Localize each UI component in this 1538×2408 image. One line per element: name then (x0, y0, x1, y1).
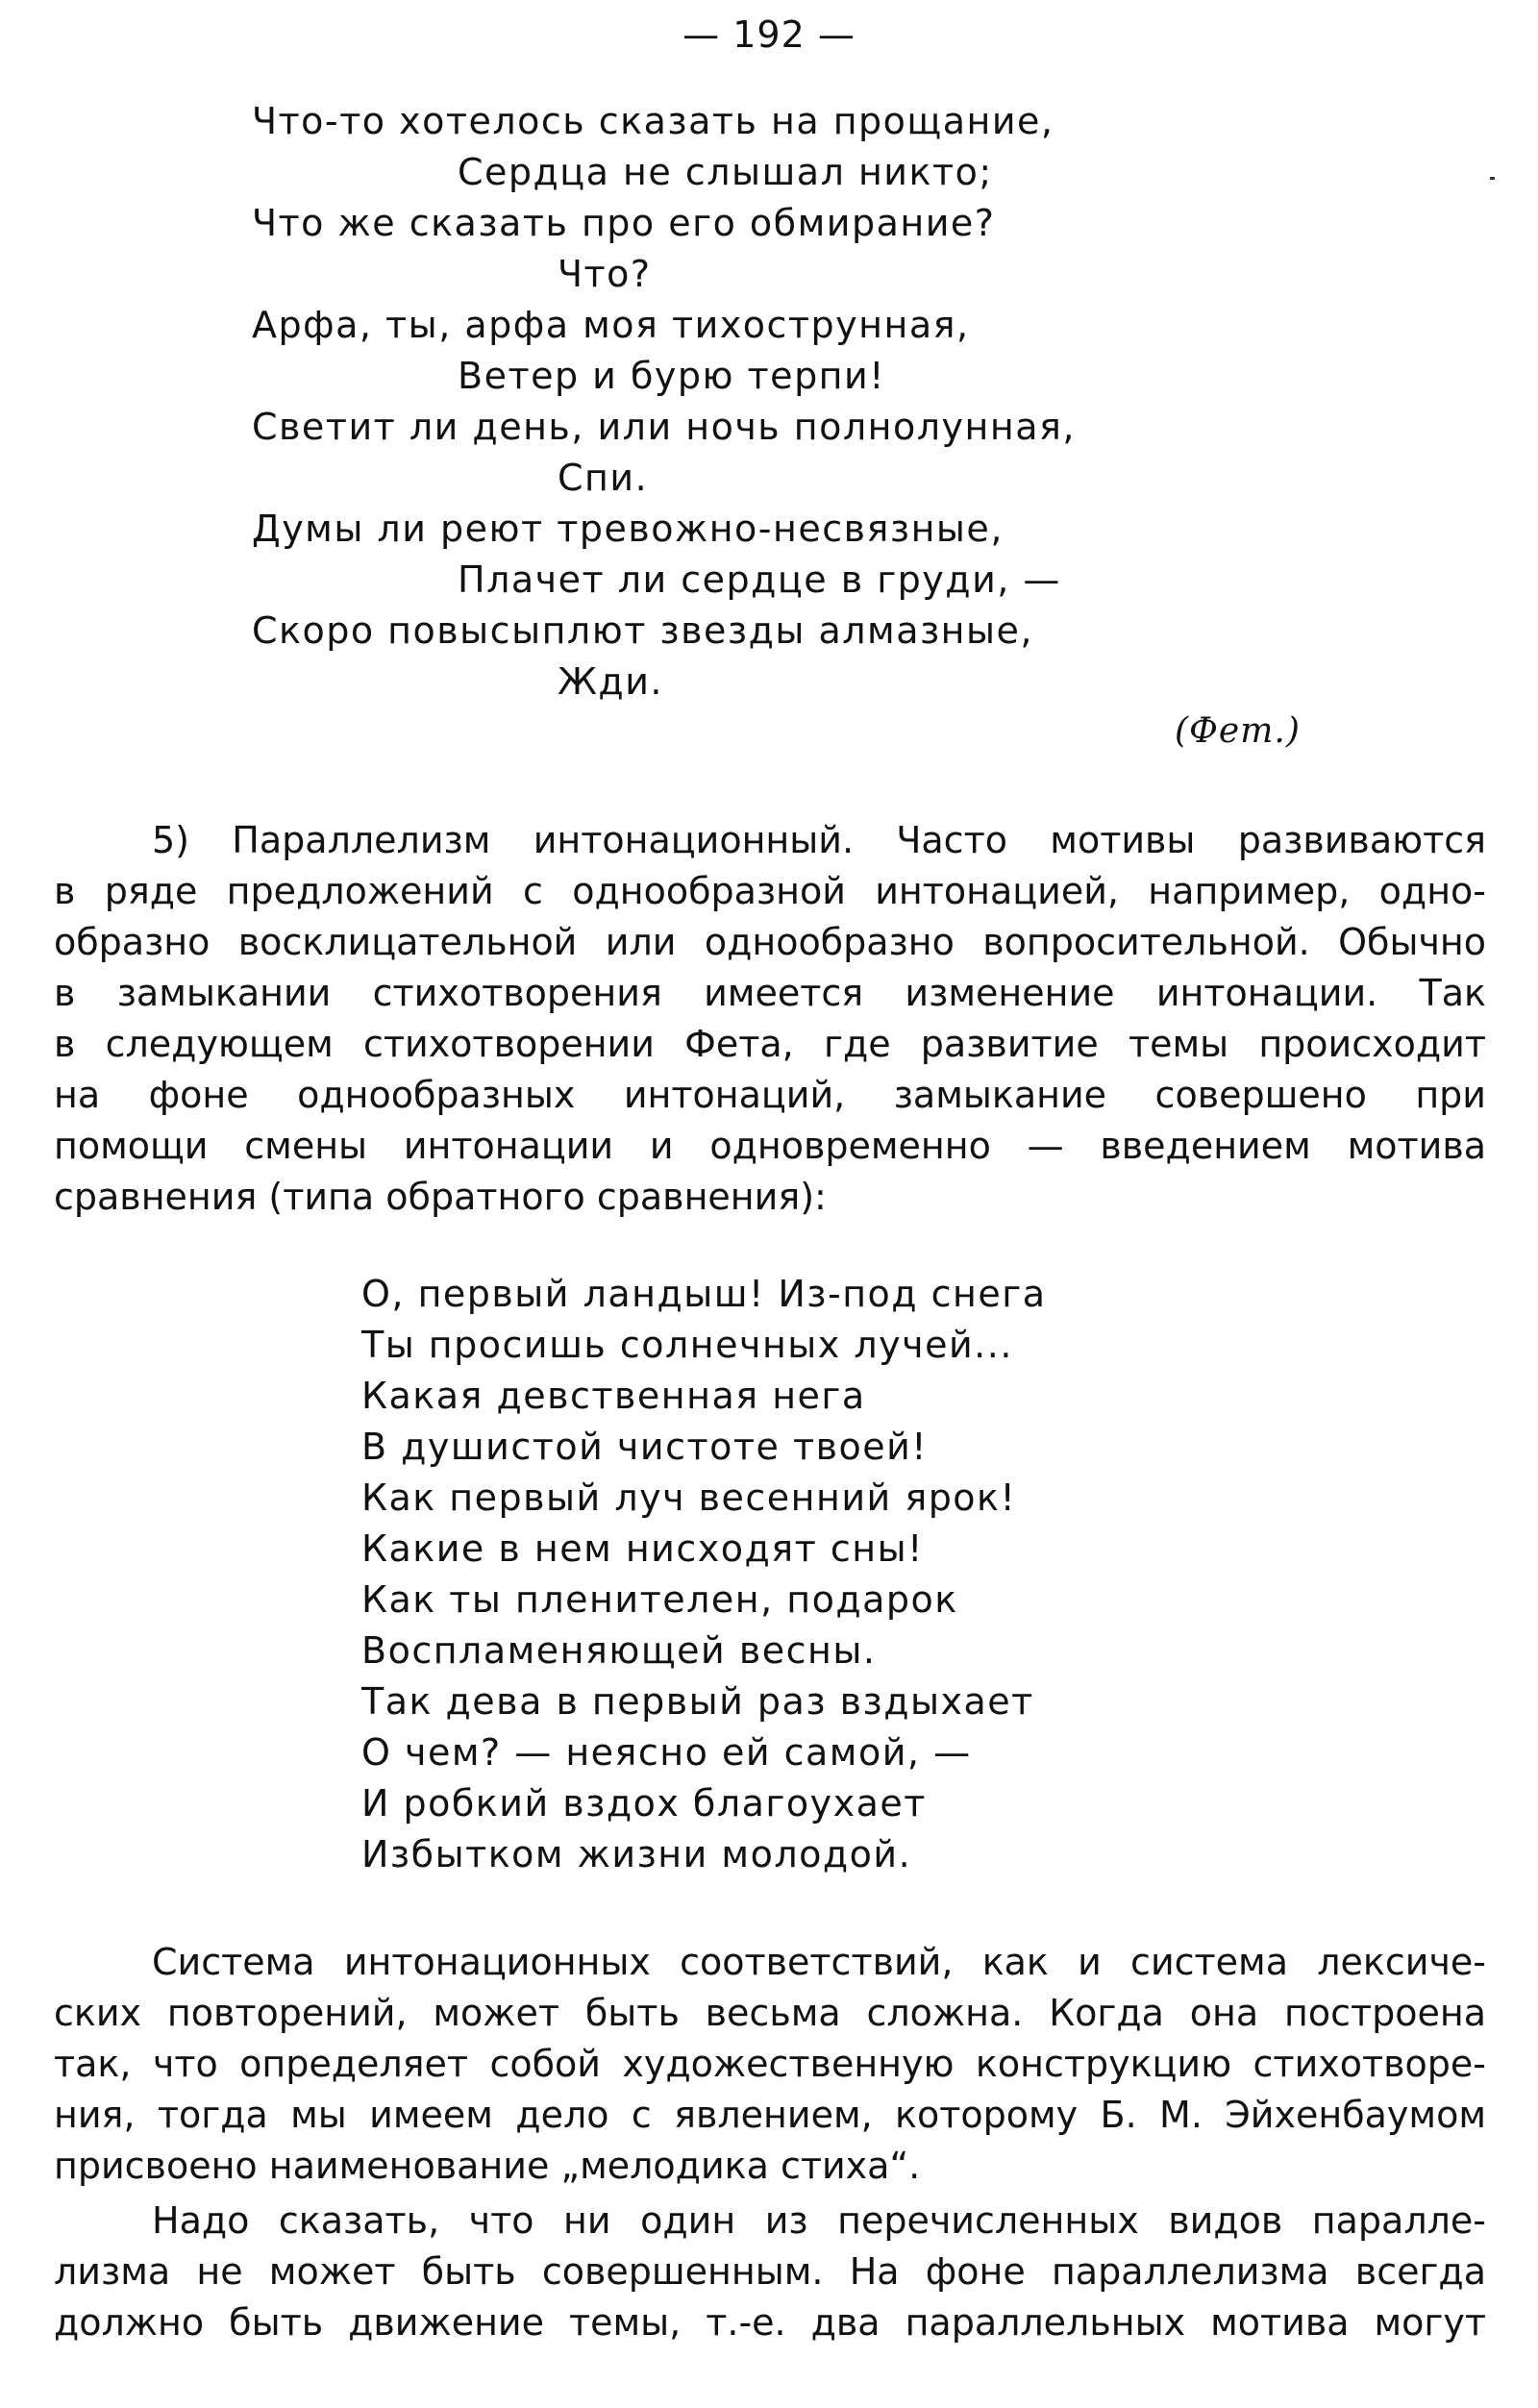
paragraph-intonational-parallelism (54, 815, 1486, 1223)
poem-line: Скоро повысыплют звезды алмазные, (252, 609, 1033, 652)
paragraph-line: в следующем стихотворении Фета, где развитие темы происходит (54, 1023, 1486, 1065)
page-number: — 192 — (682, 13, 856, 56)
poem-line: Какие в нем нисходят сны! (361, 1527, 924, 1570)
poem-line: Ветер и бурю терпи! (458, 355, 885, 397)
paragraph-line: 5) Параллелизм интонационный. Часто мотивы развиваются (152, 819, 1486, 861)
poem-line: Что? (558, 253, 652, 295)
poem-line: Арфа, ты, арфа моя тихострунная, (252, 304, 970, 346)
paragraph-line: в ряде предложений с однообразной интонацией, например, одно- (54, 870, 1486, 912)
poem-line: Так дева в первый раз вздыхает (361, 1680, 1034, 1723)
poem-line: Избытком жизни молодой. (361, 1833, 912, 1875)
paragraph-melodics (54, 1937, 1486, 2192)
poem-line: О чем? — неясно ей самой, — (361, 1731, 972, 1774)
poem-line: Жди. (558, 660, 663, 703)
paragraph-theme-movement (54, 2196, 1486, 2348)
paragraph-line: Надо сказать, что ни один из перечисленных видов паралле- (152, 2199, 1486, 2242)
poem-line: Воспламеняющей весны. (361, 1629, 877, 1672)
poem-line: Спи. (558, 457, 649, 499)
poem-fet-harp (252, 96, 1076, 708)
poem-line: И робкий вздох благоухает (361, 1782, 927, 1825)
paragraph-line: ских повторений, может быть весьма сложна. Когда она построена (54, 1992, 1486, 2034)
poem-attribution: (Фет.) (1175, 711, 1301, 751)
poem-line: В душистой чистоте твоей! (361, 1426, 929, 1468)
paragraph-line: на фоне однообразных интонаций, замыкание совершено при (54, 1074, 1486, 1116)
paragraph-line: должно быть движение темы, т.-е. два параллельных мотива могут (54, 2301, 1486, 2344)
poem-line: Что-то хотелось сказать на прощание, (252, 100, 1054, 142)
paragraph-line: в замыкании стихотворения имеется изменение интонации. Так (54, 972, 1486, 1014)
print-speck (1490, 177, 1495, 180)
paragraph-line: ния, тогда мы имеем дело с явлением, которому Б. М. Эйхенбаумом (54, 2094, 1486, 2136)
paragraph-line: помощи смены интонации и одновременно — введением мотива (54, 1125, 1486, 1167)
poem-fet-lily (361, 1269, 1047, 1880)
poem-line: Светит ли день, или ночь полнолунная, (252, 406, 1076, 448)
poem-line: Плачет ли сердце в груди, — (458, 559, 1061, 601)
paragraph-line: сравнения (типа обратного сравнения): (54, 1176, 827, 1218)
paragraph-line: так, что определяет собой художественную конструкцию стихотворе- (54, 2043, 1486, 2085)
poem-line: Какая девственная нега (361, 1375, 866, 1417)
paragraph-line: Система интонационных соответствий, как и система лексиче- (152, 1941, 1486, 1983)
poem-line: Как первый луч весенний ярок! (361, 1477, 1017, 1519)
poem-line: Ты просишь солнечных лучей... (361, 1324, 1013, 1366)
poem-line: Как ты пленителен, подарок (361, 1578, 958, 1621)
poem-line: Сердца не слышал никто; (458, 151, 993, 193)
poem-line: Что же сказать про его обмирание? (252, 202, 996, 244)
paragraph-line: присвоено наименование „мелодика стиха“. (54, 2145, 921, 2187)
poem-line: Думы ли реют тревожно-несвязные, (252, 508, 1004, 550)
poem-line: О, первый ландыш! Из-под снега (361, 1273, 1047, 1315)
paragraph-line: образно восклицательной или однообразно вопросительной. Обычно (54, 921, 1486, 963)
paragraph-line: лизма не может быть совершенным. На фоне параллелизма всегда (54, 2250, 1486, 2293)
